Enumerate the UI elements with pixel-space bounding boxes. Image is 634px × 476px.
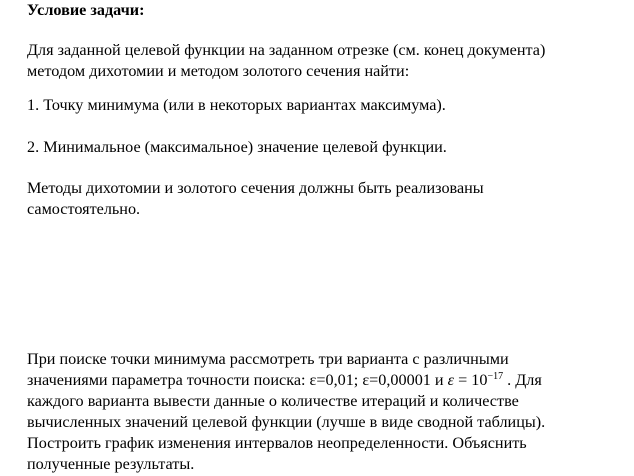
list-item-1: 1. Точку минимума (или в некоторых вариантах максимума). <box>27 96 446 114</box>
task-line-6: полученные результаты. <box>27 455 195 473</box>
equals-ten: = 10 <box>454 371 488 389</box>
intro-line-1: Для заданной целевой функции на заданном отрезке (см. конец документа) <box>27 41 546 59</box>
intro-line-2: методом дихотомии и методом золотого сечения найти: <box>27 62 410 80</box>
task-line-2-text: значениями параметра точности поиска: ε=0,01; ε=0,00001 и <box>27 371 448 389</box>
task-line-2-tail: . Для <box>503 371 542 389</box>
task-line-5: Построить график изменения интервалов неопределенности. Объяснить <box>27 434 527 452</box>
methods-line-1: Методы дихотомии и золотого сечения должны быть реализованы <box>27 179 484 197</box>
task-line-3: каждого варианта вывести данные о количестве итераций и количестве <box>27 392 519 410</box>
methods-line-2: самостоятельно. <box>27 200 141 218</box>
task-line-1: При поиске точки минимума рассмотреть три варианта с различными <box>27 350 509 368</box>
task-line-2 <box>27 370 545 391</box>
task-line-4: вычисленных значений целевой функции (лучше в виде сводной таблицы). <box>27 413 546 431</box>
methods-paragraph <box>27 178 484 220</box>
heading: Условие задачи: <box>27 1 145 19</box>
intro-paragraph <box>27 40 545 82</box>
list-item-2: 2. Минимальное (максимальное) значение целевой функции. <box>27 138 447 156</box>
task-paragraph <box>27 349 545 475</box>
epsilon-symbol: ε <box>447 371 455 389</box>
exponent: −17 <box>487 371 504 382</box>
